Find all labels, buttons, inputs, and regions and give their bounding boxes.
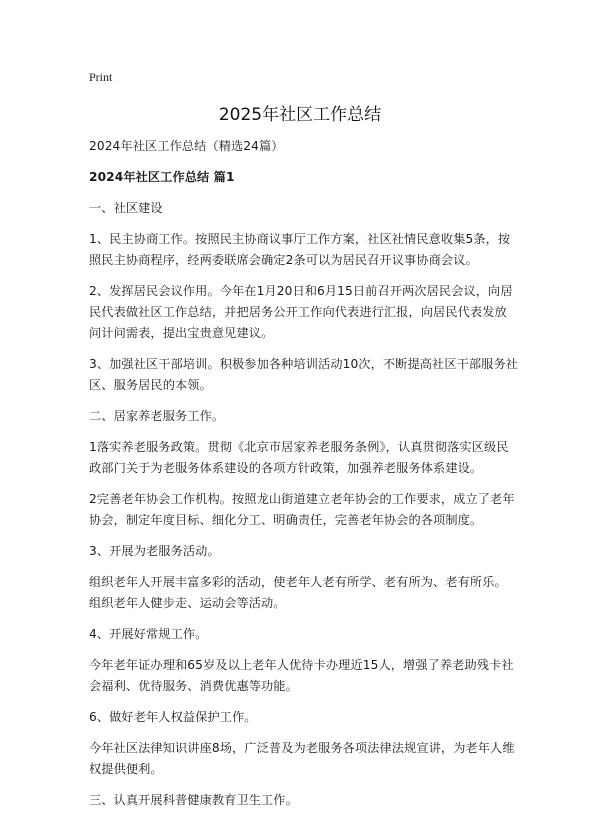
paragraph: 组织老年人开展丰富多彩的活动，使老年人老有所学、老有所为、老有所乐。组织老年人健步走、运动会等活动。 [89, 575, 507, 610]
paragraph: 4、开展好常规工作。 [89, 627, 208, 641]
paragraph: 今年社区法律知识讲座8场，广泛普及为老服务各项法律法规宣讲，为老年人维权提供便利。 [89, 741, 515, 776]
section-heading-elderly-care: 二、居家养老服务工作。 [89, 409, 225, 423]
article-heading: 2024年社区工作总结 篇1 [89, 170, 235, 184]
paragraph: 2、发挥居民会议作用。今年在1月20日和6月15日前召开两次居民会议，向居民代表做社区工作总结，并把居务公开工作向代表进行汇报，向居民代表发放问计问需表，提出宝贵意见建议。 [89, 284, 513, 340]
page-title: 2025年社区工作总结 [218, 105, 382, 125]
paragraph: 3、加强社区干部培训。积极参加各种培训活动10次，不断提高社区干部服务社区、服务居民的本领。 [89, 357, 519, 392]
section-heading-health-education: 三、认真开展科普健康教育卫生工作。 [89, 793, 298, 807]
paragraph: 2完善老年协会工作机构。按照龙山街道建立老年协会的工作要求，成立了老年协会，制定年度目标、细化分工、明确责任，完善老年协会的各项制度。 [89, 492, 515, 527]
document-body [89, 136, 519, 821]
paragraph: 今年老年证办理和65岁及以上老年人优待卡办理近15人，增强了养老助残卡社会福利、优待服务、消费优惠等功能。 [89, 658, 514, 693]
paragraph: 1落实养老服务政策。贯彻《北京市居家养老服务条例》，认真贯彻落实区级民政部门关于为老服务体系建设的各项方针政策，加强养老服务体系建设。 [89, 440, 509, 475]
paragraph: 6、做好老年人权益保护工作。 [89, 710, 257, 724]
print-link[interactable]: Print [89, 70, 113, 84]
paragraph: 3、开展为老服务活动。 [89, 544, 220, 558]
paragraph: 1、民主协商工作。按照民主协商议事厅工作方案，社区社情民意收集5条，按照民主协商程序，经两委联席会确定2条可以为居民召开议事协商会议。 [89, 232, 511, 267]
document-subtitle: 2024年社区工作总结（精选24篇） [89, 139, 284, 153]
section-heading-community-building: 一、社区建设 [89, 201, 163, 215]
